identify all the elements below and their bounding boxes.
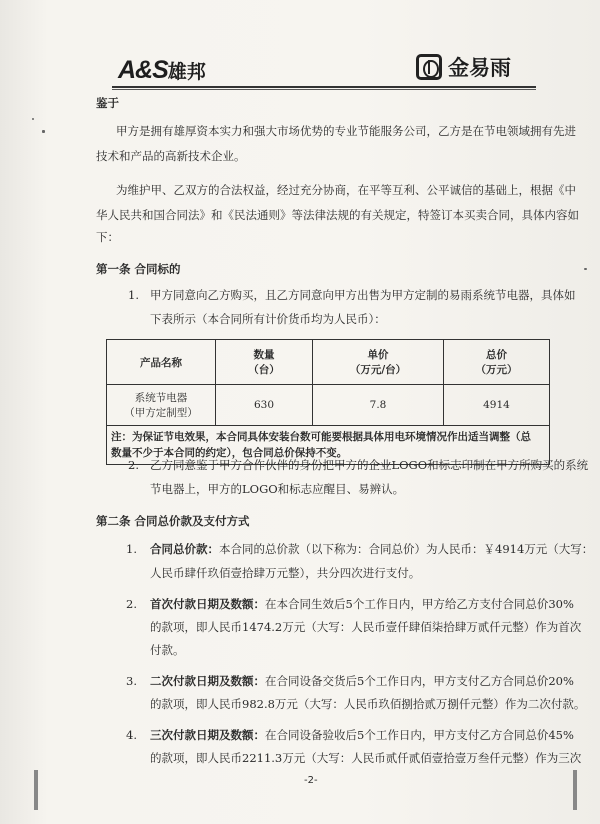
- intro-text: 甲方是拥有雄厚资本实力和强大市场优势的专业节能服务公司，乙方是在节电领域拥有先进: [116, 124, 576, 138]
- note-line: 注：为保证节电效果，本合同具体安装台数可能要根据具体用电环境情况作出适当调整（总: [111, 431, 531, 443]
- article-text: 付款。: [150, 643, 185, 657]
- header-line: （万元）: [475, 364, 518, 376]
- article-text: [150, 597, 574, 612]
- clause-label: 首次付款日期及数额：: [150, 597, 265, 611]
- logo-latin: A&S: [118, 56, 168, 84]
- table-cell: 630: [216, 385, 313, 426]
- intro-heading: 鉴于: [96, 96, 119, 110]
- jinyiyu-logo: [416, 52, 511, 82]
- as-logo: [118, 56, 206, 85]
- intro-text: 为维护甲、乙双方的合法权益，经过充分协商，在平等互利、公平诚信的基础上，根据《中: [116, 183, 576, 197]
- table-cell: 4914: [444, 385, 550, 426]
- header-line: 单价: [367, 349, 389, 361]
- article-text: 的款项，即人民币2211.3万元（大写：人民币贰仟贰佰壹拾壹万叁仟元整）作为三次: [150, 751, 582, 765]
- item-number: 4.: [126, 728, 137, 742]
- page-number: -2-: [304, 775, 318, 786]
- intro-text: 华人民共和国合同法》和《民法通则》等法律法规的有关规定，特签订本买卖合同，具体内容如: [96, 208, 579, 222]
- header-line: 数量: [253, 349, 275, 361]
- article-2-title: 第二条 合同总价款及支付方式: [96, 514, 250, 528]
- item-number: 1.: [128, 288, 139, 302]
- binder-mark: [573, 770, 577, 810]
- article-text: 节电器上，甲方的LOGO和标志应醒目、易辨认。: [150, 482, 405, 496]
- clause-label: 三次付款日期及数额：: [150, 728, 265, 742]
- item-number: 2.: [128, 458, 139, 472]
- logo-cn: 雄邦: [167, 62, 206, 83]
- article-text: [150, 542, 593, 557]
- scan-speck: [584, 268, 587, 270]
- article-text: 甲方同意向乙方购买，且乙方同意向甲方出售为甲方定制的易雨系统节电器，具体如: [150, 288, 576, 302]
- table-cell: 7.8: [313, 385, 444, 426]
- item-number: 2.: [126, 597, 137, 611]
- clause-text: 在合同设备验收后5个工作日内，甲方支付乙方合同总价45%: [265, 728, 574, 742]
- note-line: 数量不少于本合同的约定），包合同总价保持不变。: [111, 447, 348, 459]
- product-table: [106, 339, 550, 465]
- article-text: [150, 728, 574, 743]
- header-line: （万元/台）: [349, 364, 407, 376]
- clause-text: 在本合同生效后5个工作日内，甲方给乙方支付合同总价30%: [265, 597, 574, 611]
- intro-text: 技术和产品的高新技术企业。: [96, 149, 246, 163]
- clause-label: 二次付款日期及数额：: [150, 674, 265, 688]
- article-text: [150, 674, 574, 689]
- intro-text: 下：: [96, 230, 119, 244]
- header-cell: [216, 340, 313, 385]
- item-number: 1.: [126, 542, 137, 556]
- header-cell: 产品名称: [107, 340, 216, 385]
- item-number: 3.: [126, 674, 137, 688]
- cell-line: 系统节电器: [134, 392, 188, 404]
- table-row: [107, 385, 550, 426]
- logo-right-cn: 金易雨: [448, 56, 511, 80]
- article-1-title: 第一条 合同标的: [96, 262, 181, 276]
- header-rule: [112, 86, 536, 88]
- header-cell: [313, 340, 444, 385]
- clause-text: 在合同设备交货后5个工作日内，甲方支付乙方合同总价20%: [265, 674, 574, 688]
- article-text: 乙方同意鉴于甲方合作伙伴的身份把甲方的企业LOGO和标志印制在甲方所购买的系统: [150, 458, 589, 472]
- table-header-row: [107, 340, 550, 385]
- jinyiyu-emblem-icon: [416, 54, 442, 80]
- table-cell: [107, 385, 216, 426]
- scan-speck: [32, 118, 34, 120]
- header-rule-thin: [112, 89, 536, 90]
- header-line: （台）: [248, 364, 280, 376]
- header-line: 总价: [486, 349, 507, 361]
- article-text: 的款项，即人民币1474.2万元（大写：人民币壹仟肆佰柒拾肆万贰仟元整）作为首次: [150, 620, 582, 634]
- header-cell: [444, 340, 550, 385]
- cell-line: （甲方定制型）: [124, 407, 198, 419]
- clause-label: 合同总价款：: [150, 542, 219, 556]
- binder-mark: [34, 770, 38, 810]
- article-text: 下表所示（本合同所有计价货币均为人民币）：: [150, 312, 386, 326]
- clause-text: 本合同的总价款（以下称为：合同总价）为人民币：￥4914万元（大写：: [219, 542, 594, 556]
- scan-speck: [42, 130, 45, 133]
- article-text: 人民币肆仟玖佰壹拾肆万元整），共分四次进行支付。: [150, 566, 421, 580]
- article-text: 的款项，即人民币982.8万元（大写：人民币玖佰捌拾贰万捌仟元整）作为二次付款。: [150, 697, 586, 711]
